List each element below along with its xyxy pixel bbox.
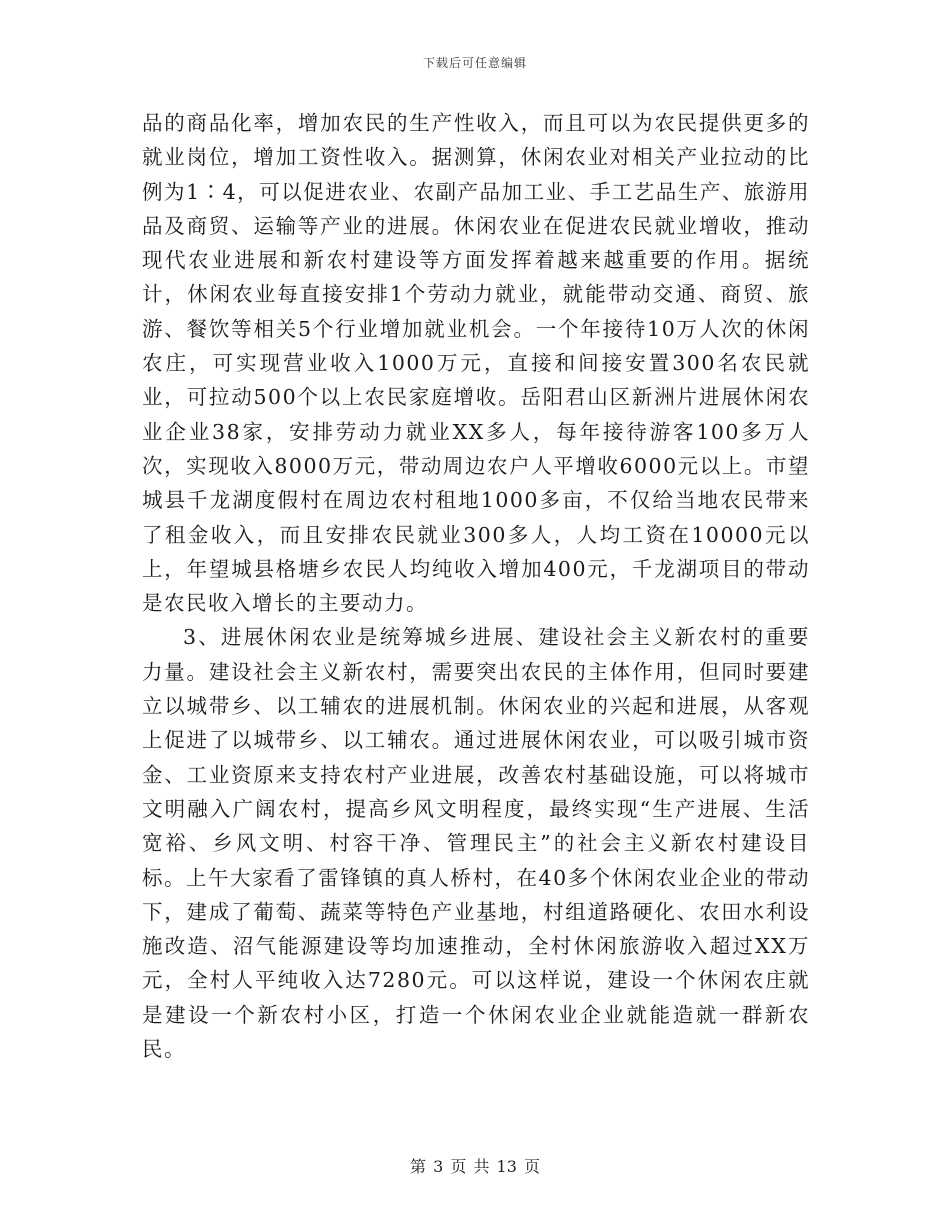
paragraph-2: 3、进展休闲农业是统筹城乡进展、建设社会主义新农村的重要力量。建设社会主义新农村，需要突出农民的主体作用，但同时要建立以城带乡、以工辅农的进展机制。休闲农业的兴起和进展，从客观上促进了以城带乡、以工辅农。通过进展休闲农业，可以吸引城市资金、工业资原来支持农村产业进展，改善农村基础设施，可以将城市文明融入广阔农村，提高乡风文明程度，最终实现“生产进展、生活宽裕、乡风文明、村容干净、管理民主”的社会主义新农村建设目标。上午大家看了雷锋镇的真人桥村，在40多个休闲农业企业的带动下，建成了葡萄、蔬菜等特色产业基地，村组道路硬化、农田水利设施改造、沼气能源建设等均加速推动，全村休闲旅游收入超过XX万元，全村人平纯收入达7280元。可以这样说，建设一个休闲农庄就是建设一个新农村小区，打造一个休闲农业企业就能造就一群新农民。 [142,625,810,1062]
paragraph-1: 品的商品化率，增加农民的生产性收入，而且可以为农民提供更多的就业岗位，增加工资性收入。据测算，休闲农业对相关产业拉动的比例为1∶4，可以促进农业、农副产品加工业、手工艺品生产、旅游用品及商贸、运输等产业的进展。休闲农业在促进农民就业增收，推动现代农业进展和新农村建设等方面发挥着越来越重要的作用。据统计，休闲农业每直接安排1个劳动力就业，就能带动交通、商贸、旅游、餐饮等相关5个行业增加就业机会。一个年接待10万人次的休闲农庄，可实现营业收入1000万元，直接和间接安置300名农民就业，可拉动500个以上农民家庭增收。岳阳君山区新洲片进展休闲农业企业38家，安排劳动力就业XX多人，每年接待游客100多万人次，实现收入8000万元，带动周边农户人平增收6000元以上。市望城县千龙湖度假村在周边农村租地1000多亩，不仅给当地农民带来了租金收入，而且安排农民就业300多人，人均工资在10000元以上，年望城县格塘乡农民人均纯收入增加400元，千龙湖项目的带动是农民收入增长的主要动力。 [142,111,810,616]
header-note: 下载后可任意编辑 [422,56,527,70]
page-number: 第 3 页 共 13 页 [410,1157,540,1176]
document-body [142,106,810,1066]
